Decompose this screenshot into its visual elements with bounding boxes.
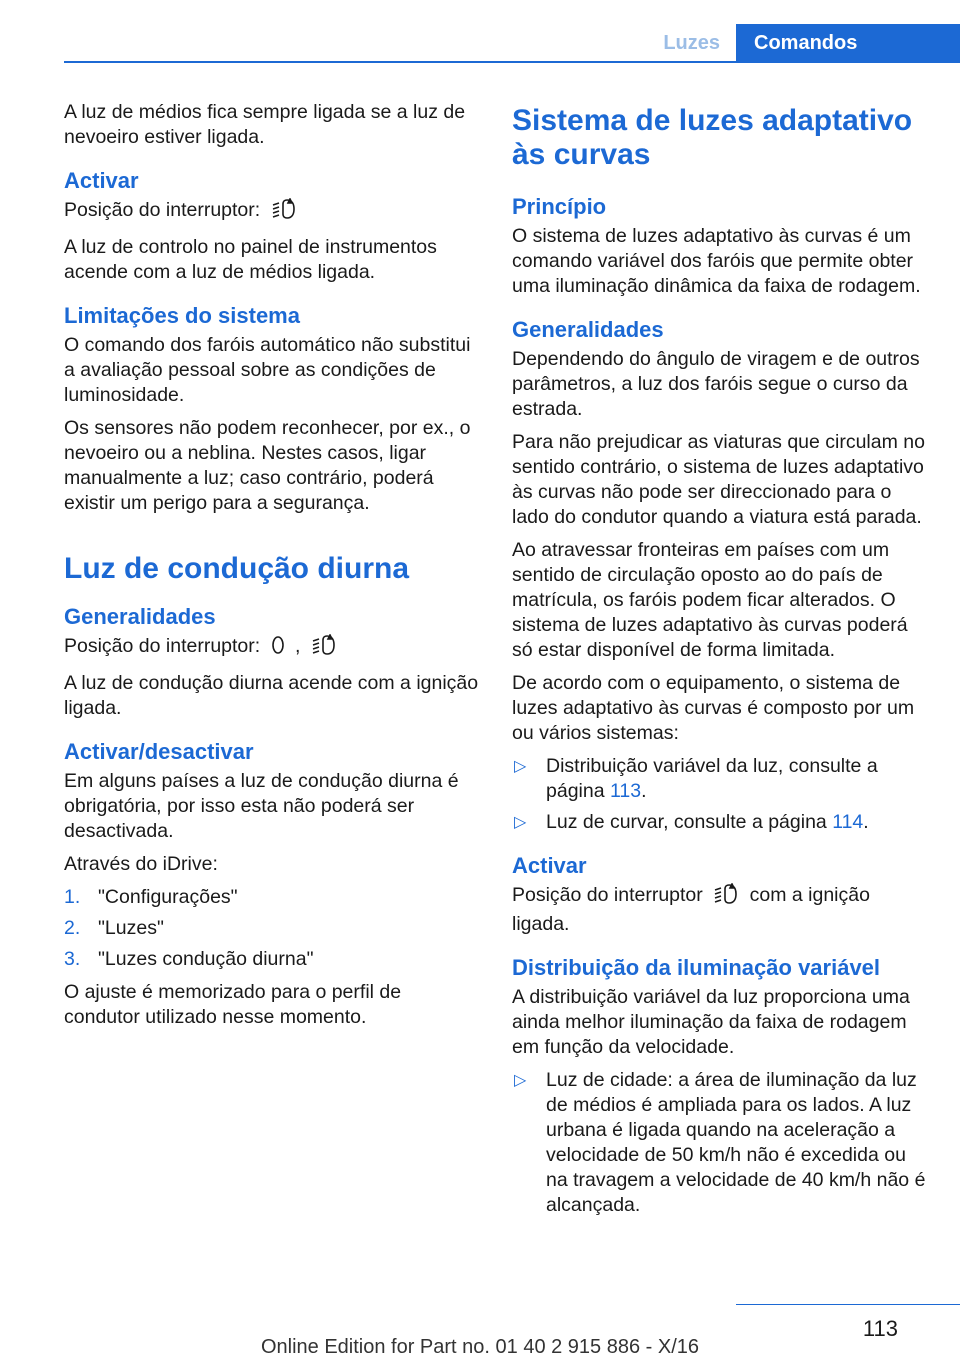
activar-paragraph: A luz de controlo no painel de instrumentos acende com a luz de médios ligada. bbox=[64, 236, 437, 283]
list-item: 2. "Luzes" bbox=[64, 917, 164, 939]
tab-luzes: Luzes bbox=[663, 32, 720, 54]
auto-headlight-icon bbox=[310, 634, 338, 663]
heading-generalidades-left: Generalidades bbox=[64, 604, 216, 629]
edition-footer: Online Edition for Part no. 01 40 2 915 886 - X/16 bbox=[260, 1336, 700, 1358]
heading-distribuicao: Distribuição da iluminação variável bbox=[512, 955, 881, 980]
activar-switch-position: Posição do interruptor: bbox=[64, 198, 480, 227]
list-item: 1. "Configurações" bbox=[64, 886, 238, 908]
header-rule bbox=[64, 61, 960, 63]
triangle-bullet-icon: ▷ bbox=[514, 814, 527, 831]
list-item: ▷ Distribuição variável da luz, consulte a página 113. bbox=[514, 755, 878, 802]
generalidades-right-paragraph-1: Dependendo do ângulo de viragem e de outros parâmetros, a luz dos faróis segue o curso da estrada. bbox=[512, 348, 920, 420]
left-column bbox=[64, 100, 480, 1038]
heading-sistema-luzes-adaptativo: Sistema de luzes adaptativo às curvas bbox=[512, 104, 913, 171]
activar-right-paragraph: Posição do interruptor com a ignição ligada. bbox=[512, 884, 870, 935]
tab-comandos: Comandos bbox=[736, 24, 960, 62]
generalidades-right-paragraph-3: Ao atravessar fronteiras em países com um sentido de circulação oposto ao do país de matrícula, os faróis podem ficar alterados. O sistema de luzes adaptativo às curvas poderá só estar disponível de forma limitada. bbox=[512, 539, 908, 661]
page-link-113[interactable]: 113 bbox=[609, 780, 642, 802]
page-header bbox=[0, 0, 960, 62]
heading-generalidades-right: Generalidades bbox=[512, 317, 664, 342]
heading-activar: Activar bbox=[64, 168, 139, 193]
list-item: ▷ Luz de cidade: a área de iluminação da luz de médios é ampliada para os lados. A luz urbana é ligada quando na aceleração a velocidade de 50 km/h não é excedida ou na travagem a velocidade de 40 km/h não é alcançada. bbox=[514, 1069, 926, 1216]
auto-headlight-icon bbox=[270, 198, 298, 227]
heading-activar-right: Activar bbox=[512, 853, 587, 878]
principio-paragraph: O sistema de luzes adaptativo às curvas é um comando variável dos faróis que permite obter uma iluminação dinâmica da faixa de rodagem. bbox=[512, 225, 921, 297]
intro-paragraph: A luz de médios fica sempre ligada se a luz de nevoeiro estiver ligada. bbox=[64, 101, 466, 148]
page-number: 113 bbox=[862, 1316, 898, 1341]
distribuicao-paragraph: A distribuição variável da luz proporciona uma ainda melhor iluminação da faixa de rodagem em função da velocidade. bbox=[512, 986, 910, 1058]
heading-principio: Princípio bbox=[512, 194, 607, 219]
generalidades-right-paragraph-4: De acordo com o equipamento, o sistema de luzes adaptativo às curvas é composto por um ou vários sistemas: bbox=[512, 672, 915, 744]
generalidades-paragraph: A luz de condução diurna acende com a ignição ligada. bbox=[64, 672, 479, 719]
footer-rule bbox=[736, 1304, 960, 1305]
triangle-bullet-icon: ▷ bbox=[514, 1072, 527, 1089]
heading-activar-desactivar: Activar/desactivar bbox=[64, 739, 254, 764]
act-desact-paragraph-3: O ajuste é memorizado para o perfil de condutor utilizado nesse momento. bbox=[64, 981, 402, 1028]
systems-bullet-list bbox=[512, 754, 928, 835]
right-column bbox=[512, 100, 928, 1226]
auto-headlight-icon bbox=[712, 883, 740, 912]
generalidades-right-paragraph-2: Para não prejudicar as viaturas que circulam no sentido contrário, o sistema de luzes adaptativo às curvas não pode ser direccionado para o lado do condutor quando a viatura está parada. bbox=[512, 431, 925, 528]
act-desact-paragraph-2: Através do iDrive: bbox=[64, 853, 218, 875]
page-link-114[interactable]: 114 bbox=[832, 811, 864, 833]
list-item: 3. "Luzes condução diurna" bbox=[64, 948, 314, 970]
list-item: ▷ Luz de curvar, consulte a página 114. bbox=[514, 811, 869, 833]
heading-limitacoes: Limitações do sistema bbox=[64, 303, 300, 328]
limitacoes-paragraph-2: Os sensores não podem reconhecer, por ex., o nevoeiro ou a neblina. Nestes casos, ligar manualmente a luz; caso contrário, poderá existir um perigo para a segurança. bbox=[64, 417, 471, 514]
act-desact-paragraph-1: Em alguns países a luz de condução diurna é obrigatória, por isso esta não poderá ser desactivada. bbox=[64, 770, 459, 842]
heading-luz-conducao-diurna: Luz de condução diurna bbox=[64, 552, 410, 585]
triangle-bullet-icon: ▷ bbox=[514, 758, 527, 775]
limitacoes-paragraph-1: O comando dos faróis automático não substitui a avaliação pessoal sobre as condições de luminosidade. bbox=[64, 334, 471, 406]
idrive-steps-list bbox=[64, 885, 480, 972]
switch-zero-icon bbox=[270, 634, 286, 663]
generalidades-switch-position: Posição do interruptor: , bbox=[64, 634, 480, 663]
distribuicao-bullet-list bbox=[512, 1068, 928, 1218]
